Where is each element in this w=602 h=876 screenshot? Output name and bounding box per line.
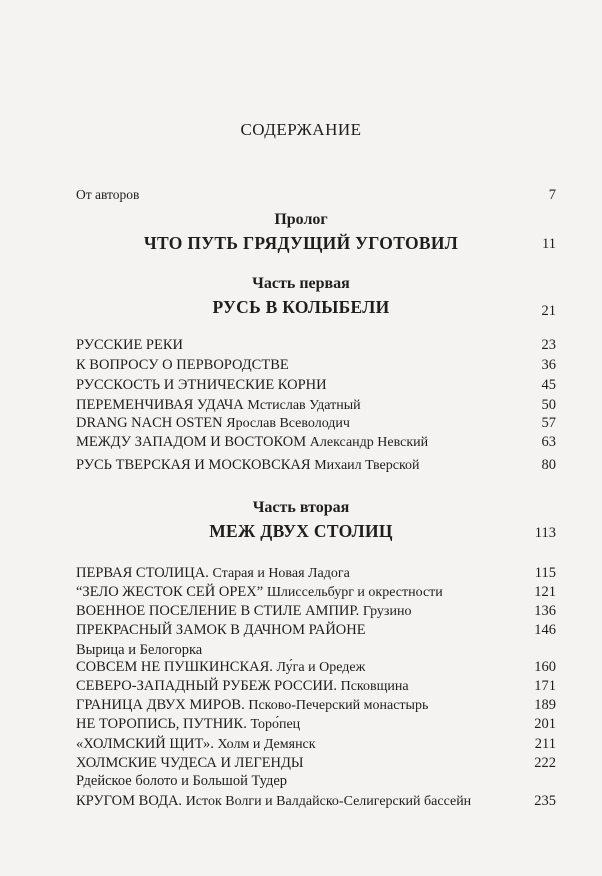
toc-entry (76, 565, 556, 585)
entry-title (76, 603, 411, 620)
toc-entry (76, 678, 556, 698)
entry-page: 23 (541, 337, 556, 353)
entry-main-title: СОВСЕМ НЕ ПУШКИНСКАЯ. (76, 659, 273, 675)
entry-main-title: МЕЖДУ ЗАПАДОМ И ВОСТОКОМ (76, 434, 307, 450)
entry-main-title: ВОЕННОЕ ПОСЕЛЕНИЕ В СТИЛЕ АМПИР. (76, 603, 360, 619)
prologue-heading: Пролог (274, 211, 328, 228)
entry-subtitle: Псковщина (340, 679, 409, 694)
entry-subtitle: Грузино (362, 604, 412, 619)
entry-main-title: Рдейское болото и Большой Тудер (76, 773, 288, 789)
prologue-name: ЧТО ПУТЬ ГРЯДУЩИЙ УГОТОВИЛ (143, 233, 459, 253)
entry-page: 115 (534, 565, 556, 581)
entry-page: 7 (548, 187, 556, 203)
toc-entry (76, 659, 556, 679)
entry-main-title: ГРАНИЦА ДВУХ МИРОВ. (76, 697, 245, 713)
entry-page: 201 (534, 716, 556, 732)
entry-title (76, 337, 183, 354)
entry-main-title: СЕВЕРО-ЗАПАДНЫЙ РУБЕЖ РОССИИ. (76, 678, 337, 694)
toc-entry (76, 773, 556, 793)
entry-page: 189 (534, 697, 556, 713)
entry-page: 160 (534, 659, 556, 675)
toc-entry (76, 755, 556, 775)
entry-page: 80 (541, 457, 556, 473)
entry-title: От авторов (76, 187, 140, 202)
entry-main-title: КРУГОМ ВОДА. (76, 793, 183, 809)
entry-main-title: “ЗЕЛО ЖЕСТОК СЕЙ ОРЕХ” (76, 584, 264, 600)
entry-title (76, 642, 202, 659)
entry-page: 211 (534, 736, 556, 752)
toc-entry (76, 357, 556, 377)
part2-name: МЕЖ ДВУХ СТОЛИЦ (209, 521, 393, 541)
entry-subtitle: Исток Волги и Валдайско-Селигерский бассейн (185, 794, 472, 809)
toc-entry (76, 584, 556, 604)
part1-name: РУСЬ В КОЛЫБЕЛИ (212, 297, 390, 317)
entry-subtitle: Михаил Тверской (314, 458, 420, 473)
entry-subtitle: Шлиссельбург и окрестности (266, 585, 443, 600)
entry-page: 57 (541, 415, 556, 431)
entry-main-title: DRANG NACH OSTEN (76, 415, 223, 431)
entry-main-title: ХОЛМСКИЕ ЧУДЕСА И ЛЕГЕНДЫ (76, 755, 304, 771)
toc-entry (76, 622, 556, 642)
entry-title (76, 659, 365, 676)
toc-entry (76, 457, 556, 477)
entry-title (76, 622, 366, 639)
prologue-page: 11 (542, 236, 556, 252)
toc-entry (76, 415, 556, 435)
toc-entry (76, 337, 556, 357)
entry-title (76, 415, 350, 432)
entry-page: 45 (541, 377, 556, 393)
part1-page: 21 (541, 303, 556, 319)
entry-subtitle: Мстислав Удатный (247, 398, 361, 413)
entry-subtitle: Ярослав Всеволодич (226, 416, 350, 431)
entry-title (76, 773, 287, 790)
toc-title: СОДЕРЖАНИЕ (240, 120, 362, 139)
entry-main-title: К ВОПРОСУ О ПЕРВОРОДСТВЕ (76, 357, 289, 373)
toc-entry-intro (76, 187, 556, 207)
part1-heading: Часть первая (252, 275, 350, 292)
entry-main-title: «ХОЛМСКИЙ ЩИТ». (76, 736, 214, 752)
entry-main-title: ПЕРЕМЕНЧИВАЯ УДАЧА (76, 397, 244, 413)
entry-title (76, 736, 316, 753)
entry-title (76, 793, 471, 810)
entry-title (76, 377, 327, 394)
entry-title (76, 434, 428, 451)
toc-entry (76, 377, 556, 397)
entry-main-title: НЕ ТОРОПИСЬ, ПУТНИК. (76, 716, 247, 732)
entry-title (76, 397, 361, 414)
entry-page: 136 (534, 603, 556, 619)
entry-title (76, 565, 350, 582)
toc-entry (76, 736, 556, 756)
entry-main-title: РУСЬ ТВЕРСКАЯ И МОСКОВСКАЯ (76, 457, 311, 473)
entry-main-title: Вырица и Белогорка (76, 642, 203, 658)
toc-entry (76, 603, 556, 623)
entry-title (76, 716, 300, 733)
entry-page: 50 (541, 397, 556, 413)
entry-title (76, 457, 420, 474)
toc-entry (76, 434, 556, 454)
entry-page: 121 (534, 584, 556, 600)
toc-entry (76, 793, 556, 813)
entry-page: 63 (541, 434, 556, 450)
entry-main-title: РУССКОСТЬ И ЭТНИЧЕСКИЕ КОРНИ (76, 377, 327, 393)
entry-title (76, 678, 409, 695)
entry-title (76, 357, 289, 374)
entry-subtitle: Холм и Демянск (217, 737, 316, 752)
entry-title (76, 584, 443, 601)
entry-page: 171 (534, 678, 556, 694)
entry-subtitle: Лу́га и Оредеж (276, 660, 366, 675)
entry-page: 36 (541, 357, 556, 373)
entry-subtitle: Торо́пец (250, 717, 301, 732)
entry-page: 146 (534, 622, 556, 638)
toc-entry (76, 697, 556, 717)
toc-entry (76, 716, 556, 736)
entry-title (76, 755, 304, 772)
entry-title (76, 697, 428, 714)
toc-entry (76, 397, 556, 417)
part2-heading: Часть вторая (252, 499, 350, 516)
entry-main-title: РУССКИЕ РЕКИ (76, 337, 184, 353)
entry-page: 235 (534, 793, 556, 809)
entry-main-title: ПРЕКРАСНЫЙ ЗАМОК В ДАЧНОМ РАЙОНЕ (76, 622, 366, 638)
entry-subtitle: Псково-Печерский монастырь (248, 698, 429, 713)
entry-main-title: ПЕРВАЯ СТОЛИЦА. (76, 565, 209, 581)
entry-page: 222 (534, 755, 556, 771)
entry-subtitle: Старая и Новая Ладога (212, 566, 350, 581)
entry-subtitle: Александр Невский (309, 435, 429, 450)
part2-page: 113 (534, 525, 556, 541)
